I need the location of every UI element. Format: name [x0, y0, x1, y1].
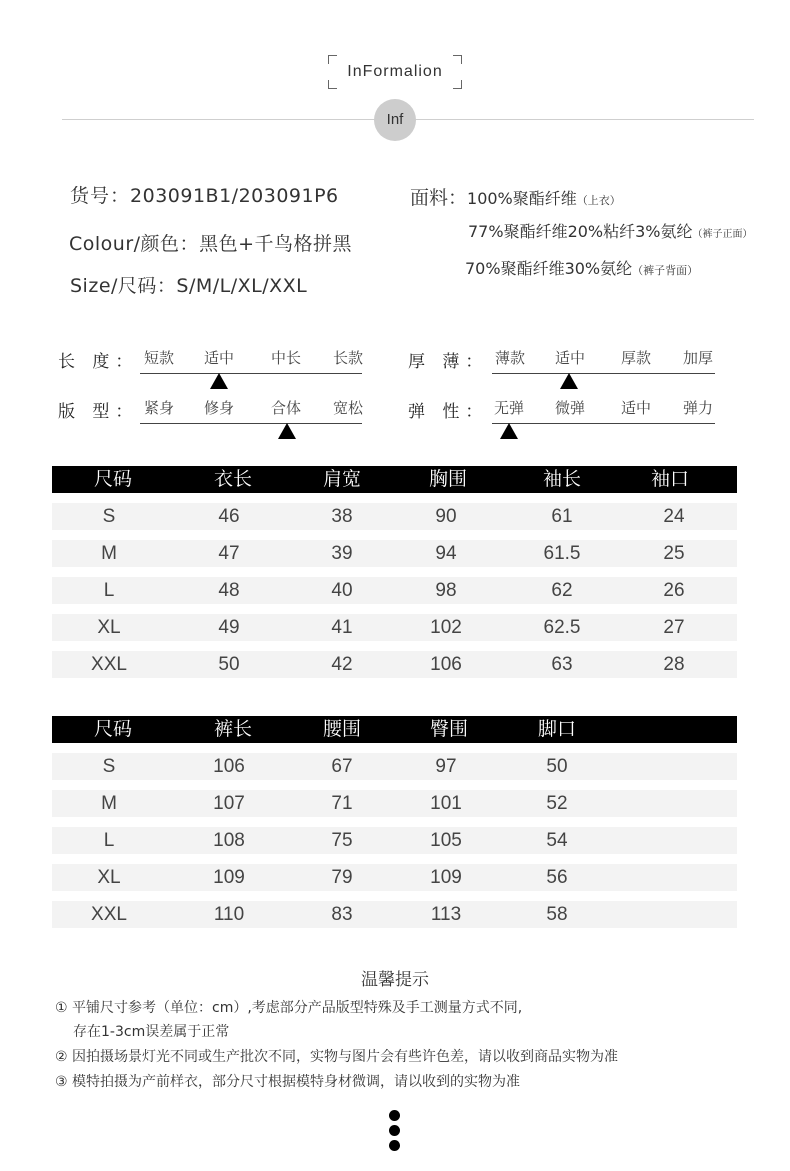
fabric-value: 70%聚酯纤维30%氨纶	[465, 259, 633, 278]
table-row	[52, 540, 737, 567]
scale-thickness	[408, 347, 764, 387]
table-cell: L	[103, 580, 115, 601]
table-cell: 98	[435, 580, 457, 601]
item-number-value: 203091B1/203091P6	[130, 185, 339, 207]
notes-title: 温馨提示	[361, 970, 429, 990]
table-header	[52, 466, 737, 493]
table-cell: XXL	[91, 904, 127, 925]
table-cell: 46	[218, 506, 240, 527]
column-header: 腰围	[322, 718, 362, 740]
table-cell: 50	[546, 756, 568, 777]
table-cell: 49	[218, 617, 240, 638]
note-item: ① 平铺尺寸参考（单位：cm）,考虑部分产品版型特殊及手工测量方式不同,	[55, 1000, 523, 1016]
size-table-top	[52, 466, 737, 680]
table-cell: 101	[430, 793, 462, 814]
table-cell: 109	[213, 867, 245, 888]
scale-option: 加厚	[682, 349, 714, 367]
table-row	[52, 864, 737, 891]
table-row	[52, 753, 737, 780]
table-cell: 105	[430, 830, 462, 851]
table-cell: M	[101, 543, 117, 564]
table-cell: 63	[551, 654, 573, 675]
scale-option: 合体	[270, 399, 302, 417]
scale-option: 适中	[554, 349, 586, 367]
table-cell: 26	[663, 580, 685, 601]
scale-title: 长 度：	[58, 352, 139, 372]
column-header: 肩宽	[322, 468, 362, 490]
table-cell: 54	[546, 830, 568, 851]
scale-option: 短款	[143, 349, 175, 367]
column-header: 袖口	[650, 468, 690, 490]
table-cell: 71	[331, 793, 353, 814]
scale-option: 长款	[332, 349, 364, 367]
size-label: Size/尺码：	[70, 275, 177, 297]
scale-title: 厚 薄：	[408, 352, 489, 372]
column-header: 胸围	[428, 468, 468, 490]
colour-label: Colour/颜色：	[69, 233, 200, 255]
item-number	[70, 181, 339, 208]
table-cell: 90	[435, 506, 457, 527]
table-cell: 109	[430, 867, 462, 888]
scale-option: 无弹	[493, 399, 525, 417]
table-cell: L	[103, 830, 115, 851]
table-cell: 42	[331, 654, 353, 675]
table-cell: 106	[430, 654, 462, 675]
column-header: 脚口	[537, 718, 577, 740]
table-cell: 110	[213, 904, 245, 925]
scale-option: 弹力	[682, 399, 714, 417]
table-cell: 48	[218, 580, 240, 601]
size	[70, 271, 307, 298]
table-cell: 62.5	[543, 617, 581, 638]
table-cell: 97	[435, 756, 457, 777]
table-cell: 25	[663, 543, 685, 564]
section-title: InFormalion	[347, 63, 443, 80]
table-cell: 58	[546, 904, 568, 925]
scale-option: 修身	[203, 399, 235, 417]
selection-marker-icon	[278, 423, 296, 439]
table-header	[52, 716, 737, 743]
fabric-line-1	[410, 183, 621, 210]
table-cell: 41	[331, 617, 353, 638]
selection-marker-icon	[500, 423, 518, 439]
fabric-line-2	[468, 219, 753, 242]
table-cell: 27	[663, 617, 685, 638]
section-header	[328, 55, 462, 89]
section-badge: Inf	[374, 99, 416, 141]
fabric-line-3	[465, 256, 698, 279]
size-table-bottom	[52, 716, 737, 930]
column-header: 尺码	[93, 468, 133, 490]
fabric-value: 100%聚酯纤维	[467, 189, 577, 208]
table-cell: 61	[551, 506, 573, 527]
table-cell: S	[102, 756, 116, 777]
scale-bar	[492, 397, 715, 424]
table-cell: 79	[331, 867, 353, 888]
table-cell: 24	[663, 506, 685, 527]
table-cell: XL	[97, 617, 121, 638]
table-row	[52, 790, 737, 817]
table-cell: 83	[331, 904, 353, 925]
table-cell: 61.5	[543, 543, 581, 564]
table-cell: 28	[663, 654, 685, 675]
column-header: 裤长	[213, 718, 253, 740]
table-cell: 75	[331, 830, 353, 851]
table-cell: XXL	[91, 654, 127, 675]
table-cell: 67	[331, 756, 353, 777]
table-cell: 52	[546, 793, 568, 814]
note-item: 存在1-3cm误差属于正常	[73, 1024, 230, 1040]
table-cell: 40	[331, 580, 353, 601]
fabric-note: （裤子正面）	[692, 229, 753, 240]
selection-marker-icon	[560, 373, 578, 389]
scale-option: 紧身	[143, 399, 175, 417]
scale-option: 厚款	[620, 349, 652, 367]
table-cell: 38	[331, 506, 353, 527]
scale-bar	[492, 347, 715, 374]
colour-value: 黑色+千鸟格拼黑	[199, 233, 352, 255]
dot-icon	[389, 1110, 400, 1121]
table-cell: 107	[213, 793, 245, 814]
dot-icon	[389, 1125, 400, 1136]
column-header: 衣长	[213, 468, 253, 490]
table-row	[52, 577, 737, 604]
scale-option: 适中	[620, 399, 652, 417]
table-cell: S	[102, 506, 116, 527]
table-cell: 39	[331, 543, 353, 564]
table-cell: 62	[551, 580, 573, 601]
scale-fit	[58, 397, 414, 437]
table-row	[52, 901, 737, 928]
table-cell: 113	[430, 904, 462, 925]
selection-marker-icon	[210, 373, 228, 389]
scale-elasticity	[408, 397, 764, 437]
column-header: 袖长	[542, 468, 582, 490]
colour	[69, 229, 352, 256]
scale-title: 版 型：	[58, 402, 139, 422]
table-cell: 56	[546, 867, 568, 888]
scale-option: 微弹	[554, 399, 586, 417]
table-cell: XL	[97, 867, 121, 888]
table-cell: 102	[430, 617, 462, 638]
table-row	[52, 503, 737, 530]
table-row	[52, 827, 737, 854]
item-number-label: 货号：	[70, 185, 131, 207]
note-item: ③ 模特拍摄为产前样衣，部分尺寸根据模特身材微调，请以收到的实物为准	[55, 1074, 520, 1090]
fabric-note: （裤子背面）	[632, 264, 699, 277]
size-value: S/M/L/XL/XXL	[176, 275, 308, 297]
table-row	[52, 651, 737, 678]
table-cell: 108	[213, 830, 245, 851]
column-header: 尺码	[93, 718, 133, 740]
scale-option: 中长	[270, 349, 302, 367]
table-cell: 106	[213, 756, 245, 777]
column-header: 臀围	[429, 718, 469, 740]
table-row	[52, 614, 737, 641]
scale-option: 宽松	[332, 399, 364, 417]
table-cell: M	[101, 793, 117, 814]
scale-option: 薄款	[494, 349, 526, 367]
note-item: ② 因拍摄场景灯光不同或生产批次不同，实物与图片会有些许色差，请以收到商品实物为准	[55, 1049, 618, 1065]
scale-option: 适中	[203, 349, 235, 367]
table-cell: 50	[218, 654, 240, 675]
fabric-value: 77%聚酯纤维20%粘纤3%氨纶	[468, 222, 693, 241]
table-cell: 94	[435, 543, 457, 564]
fabric-label: 面料：	[410, 187, 468, 209]
fabric-note: （上衣）	[576, 194, 621, 207]
scale-title: 弹 性：	[408, 402, 489, 422]
table-cell: 47	[218, 543, 240, 564]
scale-length	[58, 347, 414, 387]
dot-icon	[389, 1140, 400, 1151]
